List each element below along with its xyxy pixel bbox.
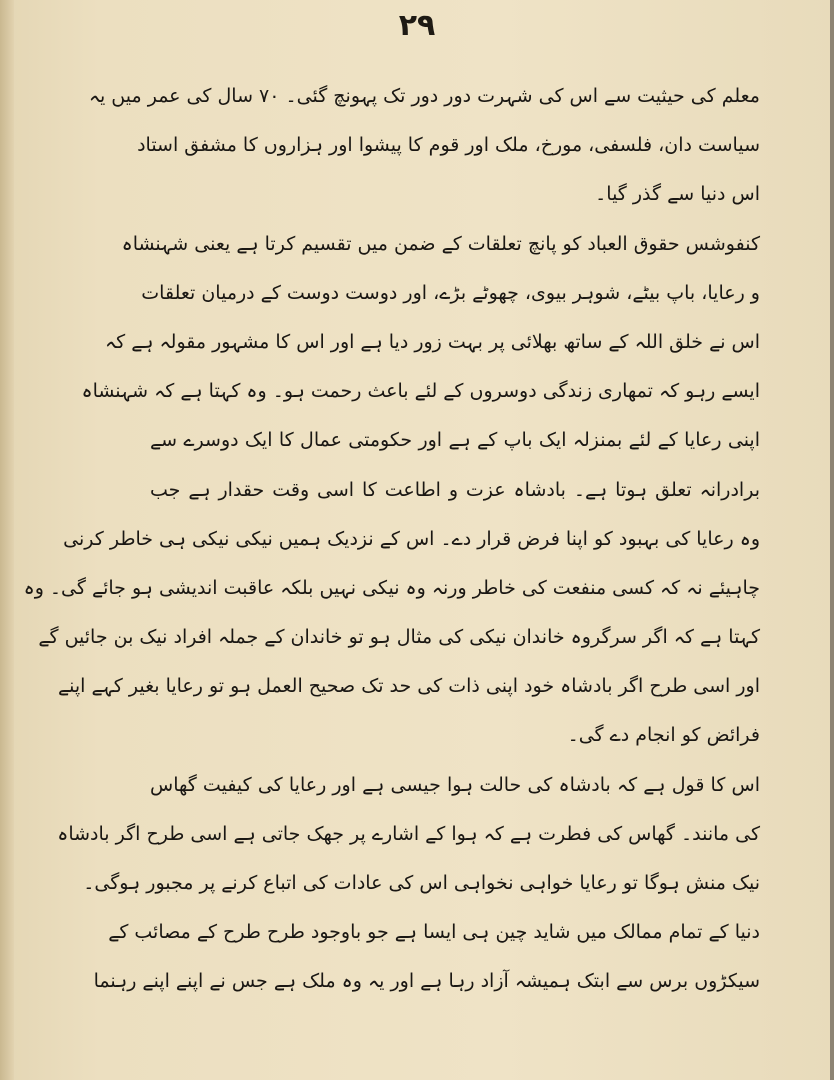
text-line: سیکڑوں برس سے ابتک ہمیشہ آزاد رہا ہے اور یہ وہ ملک ہے جس نے اپنے اپنے رہنما [93, 970, 760, 993]
text-line: کنفوشس حقوق العباد کو پانچ تعلقات کے ضمن میں تقسیم کرتا ہے یعنی شہنشاہ [121, 232, 760, 255]
text-line: دنیا کے تمام ممالک میں شاید چین ہی ایسا ہے جو باوجود طرح طرح کے مصائب کے [108, 921, 760, 944]
text-line: وہ رعایا کی بہبود کو اپنا فرض قرار دے۔ اس کے نزدیک ہمیں نیکی نیکی ہی خاطر کرنی [63, 527, 760, 550]
text-line: کہتا ہے کہ اگر سرگروہ خاندان نیکی کی مثال ہو تو خاندان کے جملہ افراد نیک بن جائیں گے [38, 626, 760, 649]
page-spine-shadow [0, 0, 14, 1080]
page-edge [830, 0, 834, 1080]
text-line: چاہیئے نہ کہ کسی منفعت کی خاطر ورنہ وہ نیکی نہیں بلکہ عاقبت اندیشی ہو جائے گی۔ وہ [23, 576, 760, 599]
page-number: ۲۹ [398, 8, 436, 43]
text-line: اس دنیا سے گذر گیا۔ [595, 183, 760, 206]
text-line: سیاست دان، فلسفی، مورخ، ملک اور قوم کا پیشوا اور ہزاروں کا مشفق استاد [137, 134, 760, 157]
text-line: اس نے خلق اللہ کے ساتھ بھلائی پر بہت زور دیا ہے اور اس کا مشہور مقولہ ہے کہ [105, 330, 760, 353]
text-line: و رعایا، باپ بیٹے، شوہر بیوی، چھوٹے بڑے، اور دوست دوست کے درمیان تعلقات [141, 281, 760, 304]
body-text [23, 72, 760, 1007]
text-line: نیک منش ہوگا تو رعایا خواہی نخواہی اس کی عادات کی اتباع کرنے پر مجبور ہوگی۔ [83, 872, 760, 894]
text-line: فرائض کو انجام دے گی۔ [567, 724, 760, 747]
text-line: برادرانہ تعلق ہوتا ہے۔ بادشاہ عزت و اطاعت کا اسی وقت حقدار ہے جب [150, 478, 760, 501]
text-line: اس کا قول ہے کہ بادشاہ کی حالت ہوا جیسی ہے اور رعایا کی کیفیت گھاس [150, 773, 760, 796]
text-line: اپنی رعایا کے لئے بمنزلہ ایک باپ کے ہے اور حکومتی عمال کا ایک دوسرے سے [150, 429, 760, 452]
text-line: ایسے رہو کہ تمھاری زندگی دوسروں کے لئے باعث رحمت ہو۔ وہ کہتا ہے کہ شہنشاہ [81, 380, 760, 403]
text-line: اور اسی طرح اگر بادشاہ خود اپنی ذات کی حد تک صحیح العمل ہو تو رعایا بغیر کہے اپنے [58, 675, 760, 698]
text-line: معلم کی حیثیت سے اس کی شہرت دور دور تک پہونچ گئی۔ ۷۰ سال کی عمر میں یہ [88, 85, 760, 107]
text-line: کی مانند۔ گھاس کی فطرت ہے کہ ہوا کے اشارے پر جھک جاتی ہے اسی طرح اگر بادشاہ [57, 822, 760, 845]
